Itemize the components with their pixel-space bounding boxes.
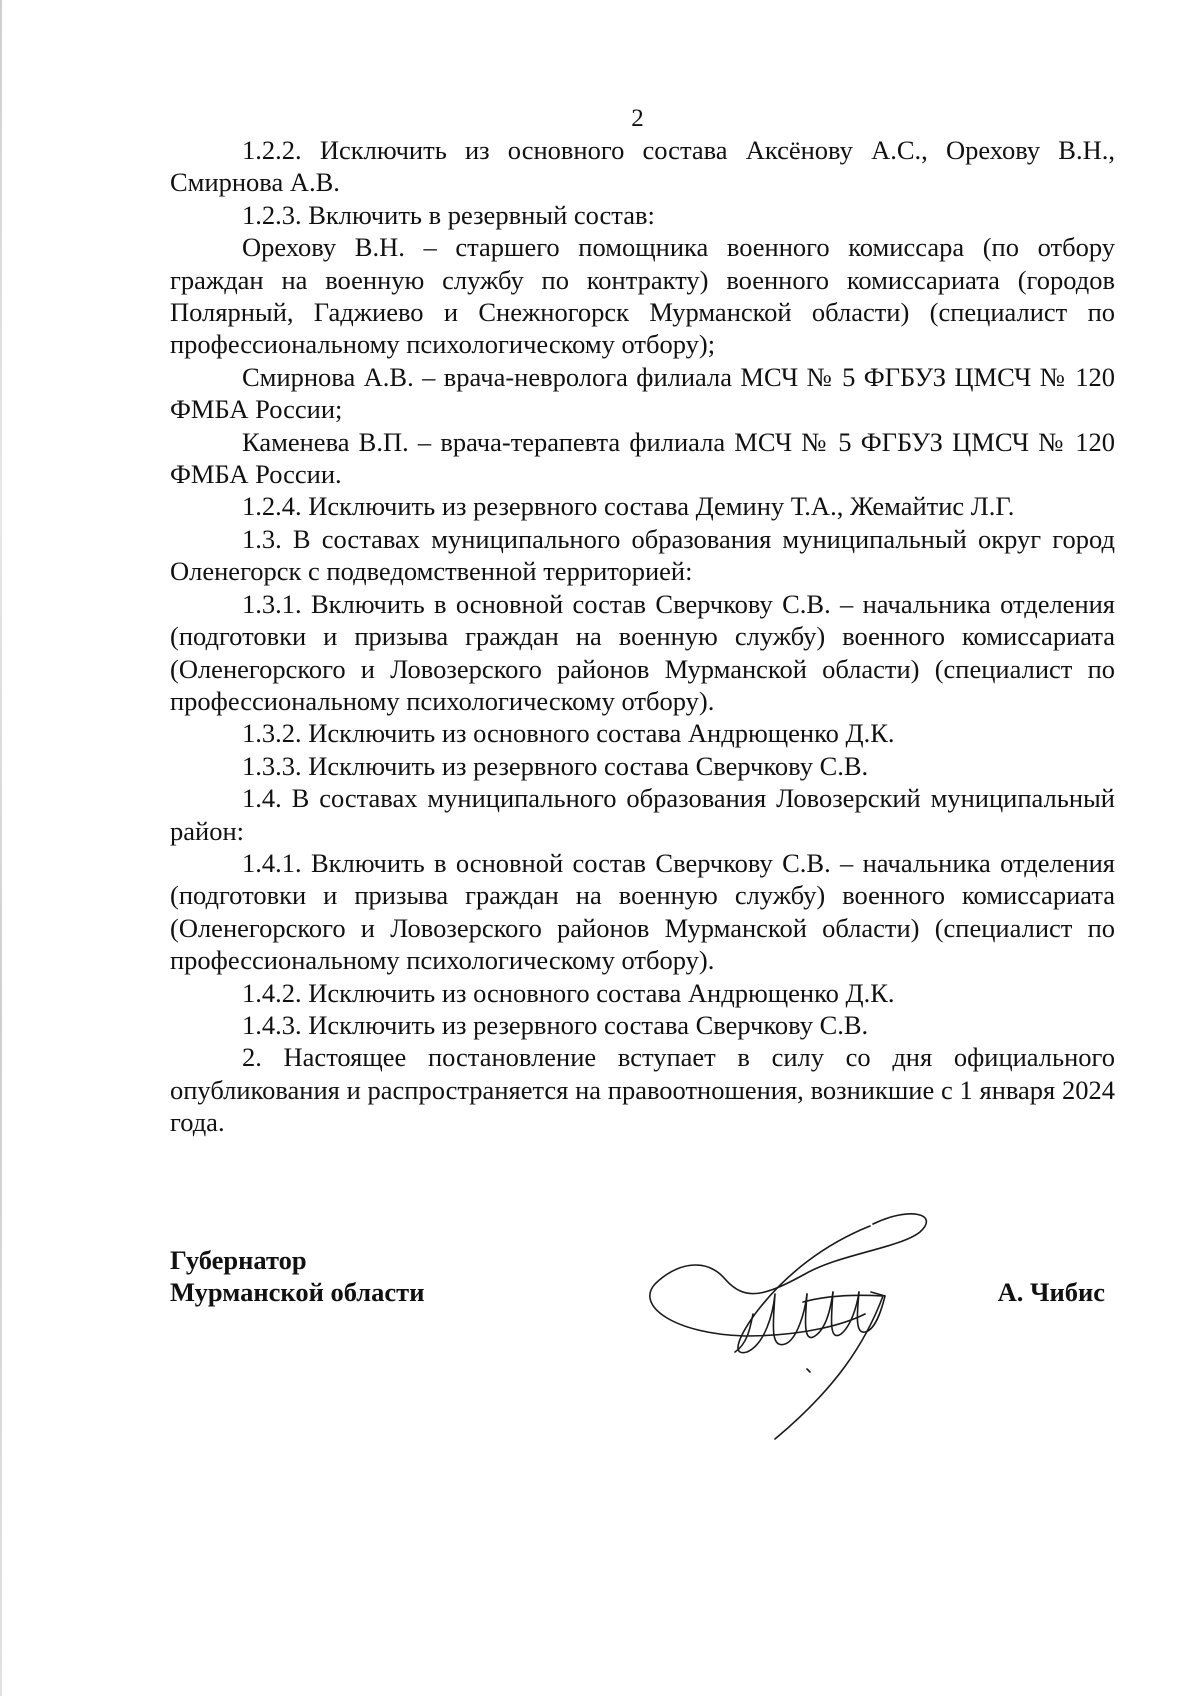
paragraph-1-4-2: 1.4.2. Исключить из основного состава Андрющенко Д.К. (242, 977, 895, 1008)
paragraph-1-3-3: 1.3.3. Исключить из резервного состава Сверчкову С.В. (242, 750, 869, 781)
paragraph-1-2-2: 1.2.2. Исключить из основного состава Аксёнову А.С., Орехову В.Н., Смирнова А.В. (170, 135, 1115, 198)
paragraph-1-3-2: 1.3.2. Исключить из основного состава Андрющенко Д.К. (242, 718, 895, 749)
page-number: 2 (631, 105, 644, 132)
paragraph-smirnov: Смирнова А.В. – врача-невролога филиала МСЧ № 5 ФГБУЗ ЦМСЧ № 120 ФМБА России; (170, 361, 1115, 425)
paragraph-1-2-3: 1.2.3. Включить в резервный состав: (242, 199, 655, 230)
handwritten-signature (635, 1184, 945, 1464)
signer-title-line1: Губернатор (170, 1245, 307, 1275)
scan-edge (0, 0, 2, 1696)
paragraph-2: 2. Настоящее постановление вступает в силу со дня официального опубликования и распространяется на правоотношения, возникшие с 1 января 2024 года. (170, 1042, 1115, 1138)
paragraph-1-3-1: 1.3.1. Включить в основной состав Сверчкову С.В. – начальника отделения (подготовки и призыва граждан на военную службу) военного комиссариата (Оленегорского и Ловозерского районов Мурманской области) (специалист по профессиональному психологическому отбору). (170, 588, 1115, 716)
paragraph-1-3: 1.3. В составах муниципального образования муниципальный округ город Оленегорск с подведомственной территорией: (170, 523, 1115, 587)
paragraph-orekhova: Орехову В.Н. – старшего помощника военного комиссара (по отбору граждан на военную службу по контракту) военного комиссариата (городов Полярный, Гаджиево и Снежногорск Мурманской области) (специалист по профессиональному психологическому отбору); (170, 232, 1115, 360)
paragraph-1-4-1: 1.4.1. Включить в основной состав Сверчкову С.В. – начальника отделения (подготовки и призыва граждан на военную службу) военного комиссариата (Оленегорского и Ловозерского районов Мурманской области) (специалист по профессиональному психологическому отбору). (170, 847, 1115, 976)
paragraph-1-2-4: 1.2.4. Исключить из резервного состава Демину Т.А., Жемайтис Л.Г. (242, 491, 1015, 522)
signer-title (170, 1244, 424, 1308)
document-body (170, 134, 1115, 1139)
paragraph-1-4-3: 1.4.3. Исключить из резервного состава Сверчкову С.В. (242, 1009, 869, 1040)
signer-title-line2: Мурманской области (170, 1277, 425, 1307)
signature-block (170, 1244, 1115, 1464)
signer-name: А. Чибис (997, 1277, 1105, 1307)
paragraph-1-4: 1.4. В составах муниципального образования Ловозерский муниципальный район: (170, 783, 1115, 846)
paragraph-kamenev: Каменева В.П. – врача-терапевта филиала МСЧ № 5 ФГБУЗ ЦМСЧ № 120 ФМБА России. (170, 426, 1115, 490)
